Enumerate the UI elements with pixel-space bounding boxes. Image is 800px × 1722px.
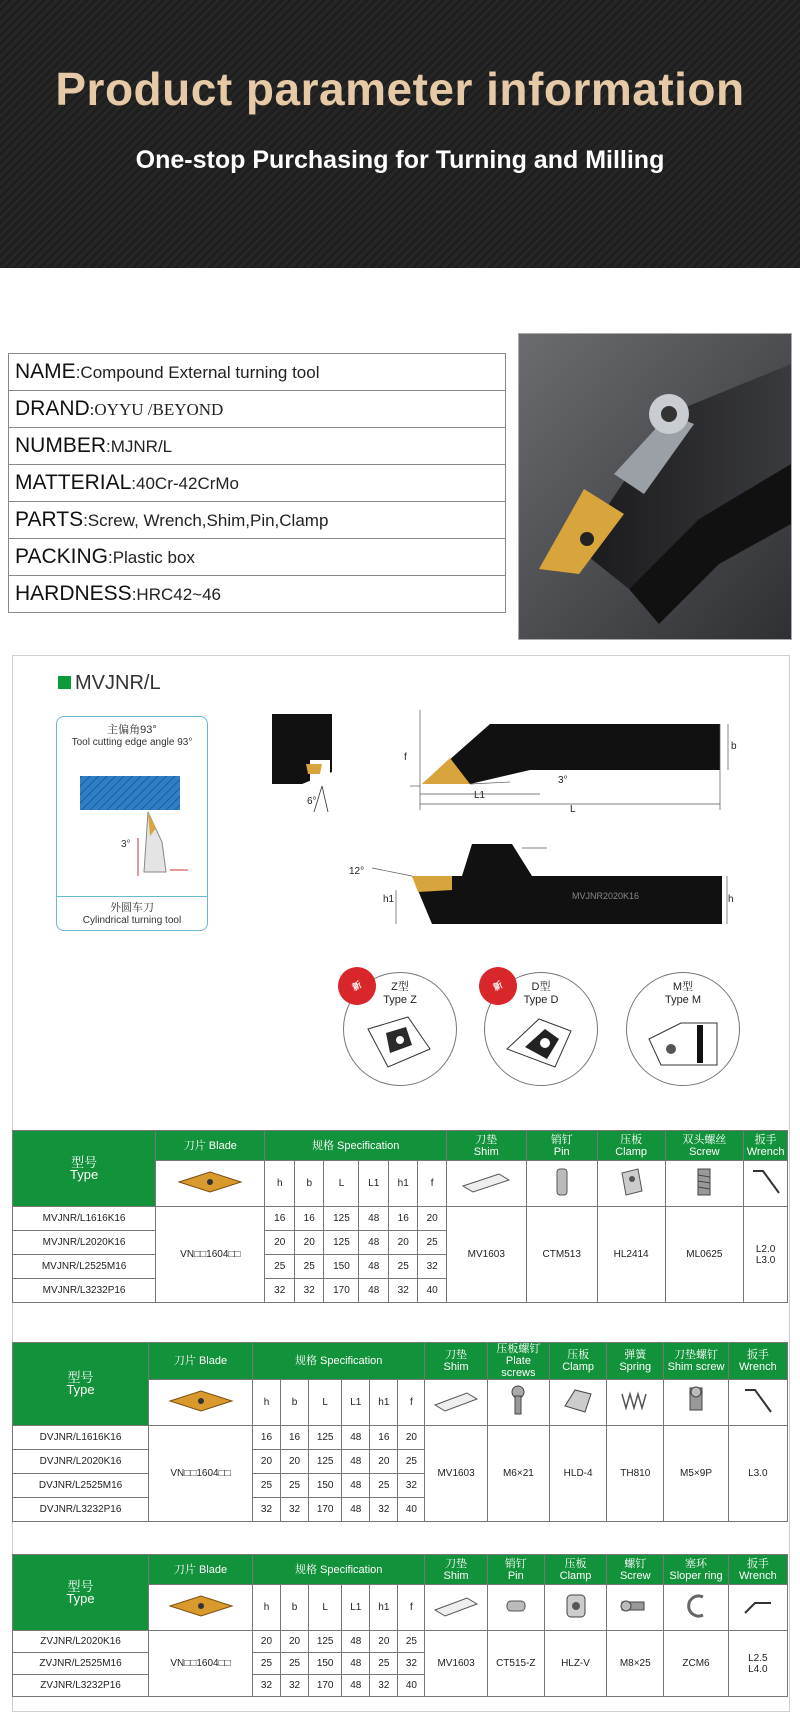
wrench-header [728, 1343, 787, 1380]
info-key: NAME [15, 360, 76, 383]
info-key: MATTERIAL [15, 471, 132, 494]
table-row [13, 1631, 788, 1653]
table-cell: 32 [281, 1498, 309, 1522]
table-cell: 48 [342, 1474, 370, 1498]
blade-header: 刀片 Blade [149, 1555, 253, 1585]
table-cell: 16 [265, 1207, 295, 1231]
type-m-icon [641, 1009, 725, 1073]
spring-header [607, 1343, 664, 1380]
table-cell: 32 [294, 1279, 324, 1303]
table-cell: 压板螺钉 [496, 1343, 541, 1355]
type-z-icon [358, 1009, 442, 1073]
screw-value: ML0625 [665, 1207, 744, 1303]
pin-value: CTM513 [526, 1207, 597, 1303]
table-cell: Wrench [739, 1361, 777, 1373]
table-cell: 48 [342, 1498, 370, 1522]
table-cell: Shim [473, 1145, 499, 1158]
table-cell: 150 [309, 1474, 342, 1498]
sloper-ring-header [664, 1555, 728, 1585]
info-key: PACKING [15, 545, 108, 568]
table-cell: MV1603 [425, 1426, 487, 1522]
table-cell: L1 [342, 1380, 370, 1426]
table-cell: 20 [252, 1450, 280, 1474]
badge-type-d [484, 972, 598, 1086]
table-cell: 压板 [564, 1557, 587, 1570]
table-cell: VN□□1604□□ [149, 1426, 253, 1522]
type-en: Type [70, 1166, 99, 1182]
angle-cn-label: 主偏角93° [107, 724, 157, 736]
spec-table-zvjnr [12, 1554, 788, 1697]
table-cell: 125 [309, 1631, 342, 1653]
table-cell: Spring [619, 1361, 652, 1373]
table-cell: 48 [342, 1631, 370, 1653]
table-cell: 20 [370, 1631, 398, 1653]
screw-image-cell [665, 1161, 744, 1207]
wrench-value [744, 1207, 788, 1303]
table-cell: 弹簧 [624, 1349, 647, 1361]
badge-en: Type D [523, 994, 559, 1006]
table-cell: 型号 [67, 1370, 94, 1385]
series-title-text: MVJNR/L [75, 672, 161, 694]
info-row-brand [9, 391, 506, 428]
table-cell: 150 [309, 1653, 342, 1675]
table-cell: 25 [281, 1474, 309, 1498]
table-cell: 刀垫 [445, 1349, 468, 1361]
blade-model: VN□□1604□□ [156, 1207, 265, 1303]
table-cell: CT515-Z [487, 1631, 544, 1697]
screw-icon [618, 1589, 652, 1623]
table-cell: 16 [281, 1426, 309, 1450]
green-square-icon [58, 676, 71, 689]
dim-l1-label: L1 [474, 790, 486, 801]
shim-image-cell [446, 1161, 526, 1207]
table-cell: 25 [281, 1653, 309, 1675]
table-row [13, 1426, 788, 1450]
col-l1: L1 [359, 1161, 389, 1207]
angle-en-label: Tool cutting edge angle 93° [71, 737, 193, 748]
wrench-header [744, 1131, 788, 1161]
table-cell: 25 [418, 1231, 446, 1255]
table-cell: 32 [398, 1474, 425, 1498]
table-cell: 32 [398, 1653, 425, 1675]
table-cell: 16 [252, 1426, 280, 1450]
info-value: :Plastic box [107, 548, 195, 567]
dim-l-label: L [570, 804, 576, 815]
product-photo [518, 333, 792, 640]
table-cell: Shim [443, 1569, 469, 1582]
table-cell: 48 [342, 1675, 370, 1697]
table-cell: Clamp [615, 1145, 648, 1158]
table-cell: 170 [309, 1498, 342, 1522]
badge-cn: M型 [672, 981, 694, 993]
table-cell: 20 [388, 1231, 418, 1255]
table-cell: Shim screw [667, 1361, 725, 1373]
clamp-icon [616, 1165, 646, 1199]
product-info-table [8, 353, 506, 613]
table-cell: Screw [619, 1569, 651, 1582]
spec-header: 规格 Specification [252, 1343, 424, 1380]
shim-value: MV1603 [446, 1207, 526, 1303]
table-cell: f [398, 1380, 425, 1426]
model-cell: MVJNR/L2525M16 [13, 1255, 156, 1279]
blade-header: 刀片 Blade [156, 1131, 265, 1161]
table-cell: Plate screws [501, 1355, 536, 1379]
table-cell: 螺钉 [624, 1557, 647, 1570]
shim-header [446, 1131, 526, 1161]
table-cell: 双头螺丝 [682, 1133, 727, 1146]
cutting-angle-box [56, 716, 208, 931]
table-cell: 16 [370, 1426, 398, 1450]
table-cell: 32 [252, 1498, 280, 1522]
table-cell: M6×21 [487, 1426, 549, 1522]
badge-en: Type M [664, 994, 702, 1006]
table-cell: h [252, 1380, 280, 1426]
table-cell: DVJNR/L3232P16 [13, 1498, 149, 1522]
info-value: :40Cr-42CrMo [131, 474, 239, 493]
angle-12-label: 12° [349, 866, 365, 877]
table-cell: Pin [553, 1145, 570, 1158]
table-cell: Type [66, 1382, 95, 1397]
shim-icon [459, 1170, 513, 1194]
table-cell: 25 [252, 1653, 280, 1675]
table-cell: 32 [370, 1498, 398, 1522]
angle-3-label: 3° [121, 839, 131, 850]
table-cell: M5×9P [664, 1426, 728, 1522]
info-value: :Compound External turning tool [75, 363, 320, 382]
info-value: :HRC42~46 [131, 585, 222, 604]
table-cell: 销钉 [550, 1133, 573, 1146]
screw-icon [689, 1165, 719, 1199]
table-cell: h [252, 1585, 280, 1631]
table-cell: 扳手 [746, 1349, 769, 1361]
clamp-value: HL2414 [597, 1207, 665, 1303]
table-cell: L3.0 [728, 1426, 787, 1522]
dim-h-label: h [728, 894, 734, 905]
blade-icon [166, 1593, 236, 1619]
spec-table-dvjnr [12, 1342, 788, 1522]
angle-6-label: 6° [307, 796, 317, 807]
table-cell: 48 [359, 1231, 389, 1255]
pin-icon [501, 1589, 531, 1623]
spec-table-mvjnr [12, 1130, 788, 1303]
table-cell: 170 [309, 1675, 342, 1697]
col-b: b [294, 1161, 324, 1207]
angle-diagram [58, 748, 206, 893]
table-cell: HLD-4 [550, 1426, 607, 1522]
plate-screw-header [487, 1343, 549, 1380]
pin-icon [547, 1165, 577, 1199]
table-cell: 20 [294, 1231, 324, 1255]
spring-icon [618, 1384, 652, 1418]
screw-header [607, 1555, 664, 1585]
table-cell: 扳手 [746, 1557, 769, 1570]
table-cell: 32 [281, 1675, 309, 1697]
dim-f-label: f [404, 752, 407, 763]
table-cell: 16 [388, 1207, 418, 1231]
table-cell: 型号 [67, 1578, 94, 1594]
table-cell: 48 [342, 1450, 370, 1474]
blade-image-cell [149, 1380, 253, 1426]
new-badge: 新 [472, 960, 523, 1011]
table-cell: Pin [507, 1569, 524, 1582]
shim-icon [431, 1594, 481, 1618]
table-cell: 25 [252, 1474, 280, 1498]
table-cell: 塞环 [685, 1557, 708, 1570]
table-cell: h1 [370, 1380, 398, 1426]
table-cell: TH810 [607, 1426, 664, 1522]
info-row-number [9, 428, 506, 465]
table-cell: 32 [252, 1675, 280, 1697]
badge-type-z [343, 972, 457, 1086]
table-cell: MV1603 [425, 1631, 487, 1697]
badge-cn: Z型 [391, 981, 409, 993]
info-value: :MJNR/L [106, 437, 173, 456]
table-row [13, 1207, 788, 1231]
info-key: HARDNESS [15, 582, 132, 605]
table-cell: 48 [359, 1279, 389, 1303]
blade-icon [166, 1388, 236, 1414]
table-cell: 刀垫螺钉 [674, 1349, 719, 1361]
table-cell: 32 [370, 1675, 398, 1697]
clamp-header [544, 1555, 606, 1585]
table-cell: DVJNR/L1616K16 [13, 1426, 149, 1450]
angle-3-top-label: 3° [558, 775, 568, 786]
info-row-material [9, 465, 506, 502]
pin-header [487, 1555, 544, 1585]
col-h: h [265, 1161, 295, 1207]
table-cell: 25 [388, 1255, 418, 1279]
wrench-image-cell [744, 1161, 788, 1207]
table-cell: Sloper ring [669, 1569, 723, 1582]
table-cell: 48 [359, 1207, 389, 1231]
blade-header: 刀片 Blade [149, 1343, 253, 1380]
table-cell: 25 [370, 1653, 398, 1675]
dim-h1-label: h1 [383, 894, 395, 905]
table-cell: 扳手 [754, 1133, 777, 1146]
page-subtitle: One-stop Purchasing for Turning and Milling [135, 146, 665, 174]
table-cell: 刀垫 [445, 1557, 468, 1570]
table-cell: DVJNR/L2525M16 [13, 1474, 149, 1498]
table-cell: L [309, 1585, 342, 1631]
clamp-header [597, 1131, 665, 1161]
table-cell: L3.0 [755, 1254, 776, 1266]
table-cell: Screw [689, 1145, 720, 1158]
info-key: NUMBER [15, 434, 107, 457]
table-cell: h1 [370, 1585, 398, 1631]
table-header-row [13, 1131, 788, 1161]
wrench-icon [741, 1384, 775, 1418]
badge-cn: D型 [531, 981, 551, 993]
table-cell: L1 [342, 1585, 370, 1631]
table-cell: M8×25 [607, 1631, 664, 1697]
type-cn: 型号 [71, 1154, 98, 1170]
table-cell: 25 [294, 1255, 324, 1279]
model-cell: MVJNR/L1616K16 [13, 1207, 156, 1231]
cylindrical-en-label: Cylindrical turning tool [82, 915, 182, 926]
table-cell: ZVJNR/L2525M16 [13, 1653, 149, 1675]
info-key: DRAND [15, 397, 90, 420]
table-cell: 48 [342, 1426, 370, 1450]
pin-header [526, 1131, 597, 1161]
table-cell: 150 [324, 1255, 359, 1279]
table-cell: 32 [418, 1255, 446, 1279]
table-cell: 压板 [620, 1133, 643, 1146]
turning-tool-image [519, 334, 791, 639]
table-cell: 40 [418, 1279, 446, 1303]
table-cell: 20 [370, 1450, 398, 1474]
table-cell: Type [66, 1590, 95, 1606]
spec-header: 规格 Specification [265, 1131, 446, 1161]
col-l: L [324, 1161, 359, 1207]
pin-image-cell [526, 1161, 597, 1207]
table-cell: HLZ-V [544, 1631, 606, 1697]
series-title [58, 672, 161, 695]
table-cell: L4.0 [748, 1663, 768, 1675]
table-cell: 20 [398, 1426, 425, 1450]
table-cell: Shim [443, 1361, 469, 1373]
table-cell: VN□□1604□□ [149, 1631, 253, 1697]
col-f: f [418, 1161, 446, 1207]
info-key: PARTS [15, 508, 84, 531]
table-cell: L2.0 [755, 1243, 776, 1255]
clamp-icon [559, 1589, 593, 1623]
page-title: Product parameter information [55, 63, 745, 115]
col-h1: h1 [388, 1161, 418, 1207]
table-cell: ZVJNR/L2020K16 [13, 1631, 149, 1653]
table-cell: 25 [370, 1474, 398, 1498]
table-cell: 16 [294, 1207, 324, 1231]
clamp-icon [561, 1384, 595, 1418]
blade-image-cell [156, 1161, 265, 1207]
spec-header: 规格 Specification [252, 1555, 424, 1585]
info-value: :Screw, Wrench,Shim,Pin,Clamp [83, 511, 329, 530]
wrench-header [728, 1555, 787, 1585]
table-cell: 20 [281, 1450, 309, 1474]
table-cell: L [309, 1380, 342, 1426]
shim-icon [431, 1389, 481, 1413]
banner [0, 0, 800, 268]
table-cell: 48 [342, 1653, 370, 1675]
table-cell: 25 [398, 1450, 425, 1474]
table-cell: ZVJNR/L3232P16 [13, 1675, 149, 1697]
plate-screw-icon [503, 1384, 533, 1418]
table-cell: 20 [252, 1631, 280, 1653]
clamp-header [550, 1343, 607, 1380]
table-cell: b [281, 1585, 309, 1631]
screw-header [665, 1131, 744, 1161]
badge-en: Type Z [383, 994, 417, 1006]
shim-screw-icon [681, 1384, 711, 1418]
model-cell: MVJNR/L2020K16 [13, 1231, 156, 1255]
info-row-packing [9, 539, 506, 576]
shim-header [425, 1343, 487, 1380]
table-cell: 48 [359, 1255, 389, 1279]
info-value: :OYYU /BEYOND [89, 400, 224, 419]
table-cell: Wrench [739, 1569, 777, 1582]
table-cell: 20 [265, 1231, 295, 1255]
info-row-hardness [9, 576, 506, 613]
table-cell: 125 [324, 1207, 359, 1231]
table-cell: 25 [398, 1631, 425, 1653]
table-cell: ZCM6 [664, 1631, 728, 1697]
shim-screw-header [664, 1343, 728, 1380]
table-cell: 20 [418, 1207, 446, 1231]
table-cell: 32 [265, 1279, 295, 1303]
wrench-icon [749, 1165, 783, 1199]
new-badge: 新 [331, 960, 382, 1011]
table-cell: 20 [281, 1631, 309, 1653]
sloper-ring-icon [679, 1589, 713, 1623]
badge-type-m [626, 972, 740, 1086]
table-cell: 40 [398, 1498, 425, 1522]
table-cell: 170 [324, 1279, 359, 1303]
blade-image-cell [149, 1585, 253, 1631]
type-header [13, 1343, 149, 1426]
table-cell: 125 [324, 1231, 359, 1255]
table-cell: 压板 [567, 1349, 590, 1361]
table-cell: 销钉 [504, 1557, 527, 1570]
info-row-parts [9, 502, 506, 539]
table-cell: DVJNR/L2020K16 [13, 1450, 149, 1474]
table-cell: 125 [309, 1450, 342, 1474]
table-cell: 32 [388, 1279, 418, 1303]
type-header [13, 1131, 156, 1207]
table-cell: 刀垫 [475, 1133, 498, 1146]
table-cell: Clamp [562, 1361, 595, 1373]
tool-marking: MVJNR2020K16 [572, 891, 640, 901]
clamp-image-cell [597, 1161, 665, 1207]
shim-header [425, 1555, 487, 1585]
type-d-icon [499, 1009, 583, 1073]
table-cell: 25 [265, 1255, 295, 1279]
table-cell: Clamp [559, 1569, 592, 1582]
type-header [13, 1555, 149, 1631]
table-cell: L2.5 [748, 1652, 768, 1664]
cylindrical-cn-label: 外圆车刀 [57, 896, 207, 915]
side-view-drawing [372, 836, 732, 936]
table-cell: 40 [398, 1675, 425, 1697]
table-cell: Wrench [746, 1145, 785, 1158]
model-cell: MVJNR/L3232P16 [13, 1279, 156, 1303]
dim-b-label: b [731, 741, 737, 752]
table-cell: b [281, 1380, 309, 1426]
table-cell: 125 [309, 1426, 342, 1450]
info-row-name [9, 354, 506, 391]
wrench-icon [741, 1589, 775, 1623]
table-cell: f [398, 1585, 425, 1631]
blade-icon [175, 1169, 245, 1195]
